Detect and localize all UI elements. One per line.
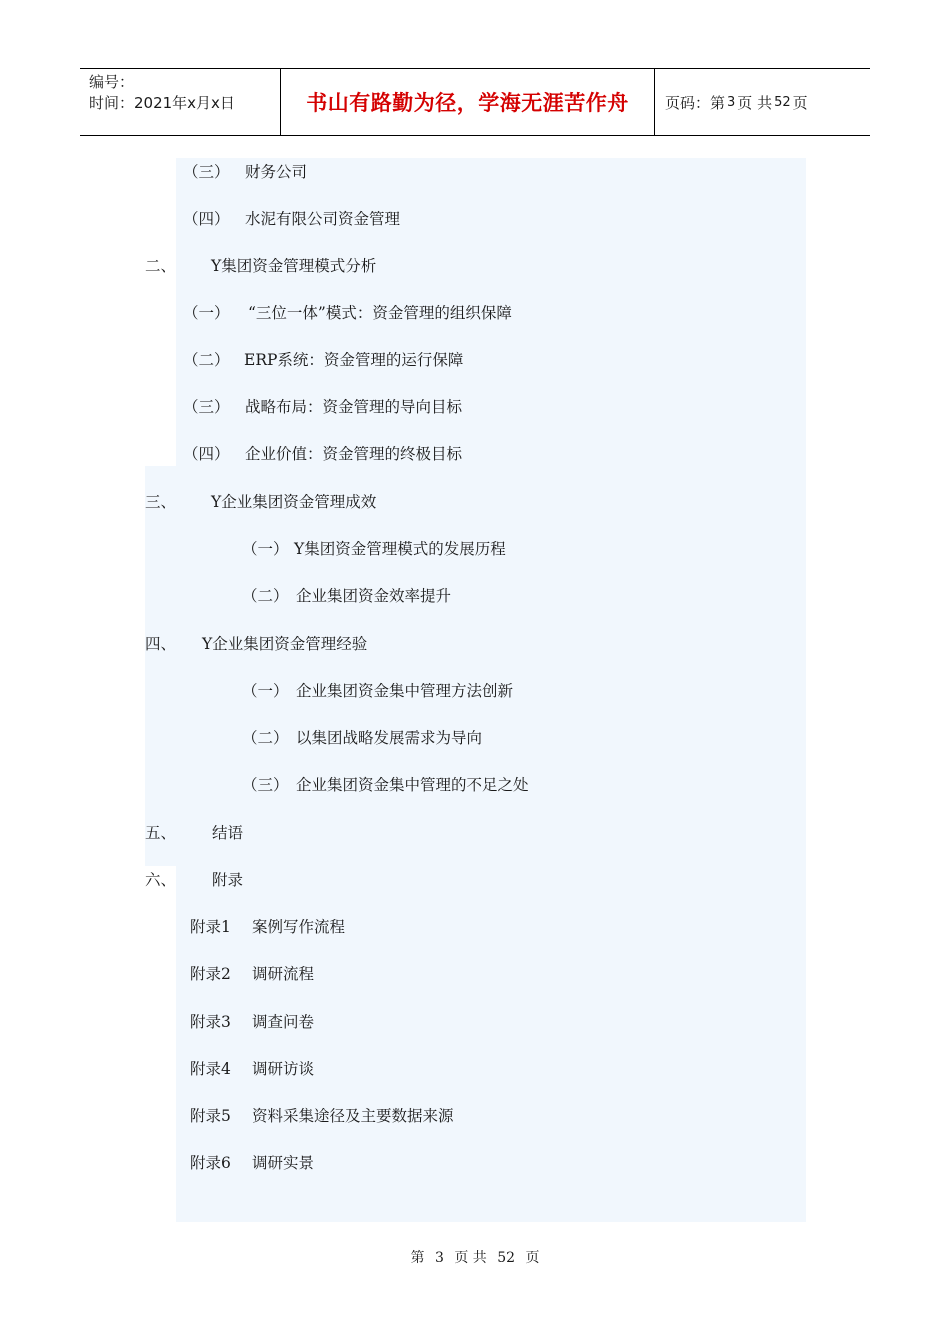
toc-entry [190, 1012, 314, 1032]
toc-entry-number: 附录1 [190, 918, 231, 936]
toc-entry-text: 调研访谈 [252, 1060, 315, 1078]
toc-entry-text: 调查问卷 [252, 1013, 315, 1031]
toc-entry-number: （一） [183, 304, 230, 322]
toc-entry-text: 以集团战略发展需求为导向 [296, 729, 483, 747]
toc-entry-text: Y企业集团资金管理经验 [202, 635, 368, 653]
toc-entry-text: 企业集团资金集中管理方法创新 [296, 682, 514, 700]
toc-entry-number: 附录5 [190, 1107, 231, 1125]
toc-entry-text: ERP系统：资金管理的运行保障 [244, 351, 464, 369]
toc-entry-text: 结语 [212, 824, 244, 842]
toc-entry-number: 附录4 [190, 1060, 231, 1078]
toc-entry-number: 附录2 [190, 965, 231, 983]
toc-entry [183, 209, 400, 229]
toc-entry [190, 1106, 454, 1126]
time-label: 时间：2021年x月x日 [89, 94, 235, 112]
header-meta [80, 69, 281, 135]
toc-entry-number: 二、 [145, 257, 177, 275]
toc-entry-number: （二） [183, 351, 230, 369]
toc-entry-number: 附录3 [190, 1013, 231, 1031]
toc-entry [242, 681, 513, 701]
toc-entry [145, 870, 243, 890]
page-current: 3 [727, 94, 736, 110]
page-suffix: 页 [792, 93, 808, 112]
toc-entry-text: 财务公司 [245, 163, 308, 181]
toc-entry [145, 256, 376, 276]
toc-entry-text: 附录 [212, 871, 244, 889]
footer-suffix: 页 [525, 1250, 540, 1266]
toc-entry-text: Y集团资金管理模式分析 [211, 257, 377, 275]
toc-entry-text: 调研流程 [252, 965, 315, 983]
footer-mid: 页 共 [454, 1250, 487, 1266]
toc-entry [190, 1059, 314, 1079]
header-page-info [655, 69, 870, 135]
toc-entry-text: 调研实景 [252, 1154, 315, 1172]
toc-entry [190, 964, 314, 984]
toc-entry-number: （四） [183, 210, 230, 228]
toc-entry [145, 492, 376, 512]
toc-entry-number: （一） [242, 682, 289, 700]
toc-entry [190, 917, 345, 937]
toc-entry-text: 企业价值：资金管理的终极目标 [245, 445, 463, 463]
toc-entry [183, 303, 512, 323]
toc-entry [145, 634, 367, 654]
toc-entry-number: 四、 [145, 635, 177, 653]
toc-entry [183, 350, 463, 370]
page-header [80, 68, 870, 136]
toc-entry [190, 1153, 314, 1173]
toc-entry-number: （四） [183, 445, 230, 463]
toc-entry-number: （三） [242, 776, 289, 794]
page-footer [0, 1247, 950, 1267]
toc-entry [242, 728, 482, 748]
toc-entry-text: “三位一体”模式：资金管理的组织保障 [248, 304, 512, 322]
footer-total: 52 [497, 1250, 516, 1266]
toc-entry-number: （三） [183, 163, 230, 181]
toc-entry [183, 444, 462, 464]
toc-entry-text: Y集团资金管理模式的发展历程 [294, 540, 506, 558]
toc-entry-text: 案例写作流程 [252, 918, 346, 936]
toc-entry-number: 附录6 [190, 1154, 231, 1172]
toc-entry-text: 战略布局：资金管理的导向目标 [245, 398, 463, 416]
toc-entry-number: 三、 [145, 493, 177, 511]
page-mid: 页 共 [737, 93, 773, 112]
toc-entry-text: 资料采集途径及主要数据来源 [252, 1107, 454, 1125]
toc-entry-number: （一） [242, 540, 289, 558]
toc-entry [242, 539, 506, 559]
toc-entry-text: 企业集团资金集中管理的不足之处 [296, 776, 529, 794]
toc-entry [145, 823, 243, 843]
footer-prefix: 第 [410, 1250, 425, 1266]
footer-current: 3 [434, 1250, 444, 1266]
toc-entry-text: Y企业集团资金管理成效 [211, 493, 377, 511]
toc-entry-number: 六、 [145, 871, 177, 889]
toc-entry-number: 五、 [145, 824, 177, 842]
toc-entry-number: （二） [242, 587, 289, 605]
toc-entry-number: （二） [242, 729, 289, 747]
toc-entry-text: 企业集团资金效率提升 [296, 587, 452, 605]
toc-entry-number: （三） [183, 398, 230, 416]
page-prefix: 页码：第 [665, 93, 726, 112]
page-total: 52 [774, 94, 791, 110]
toc-entry [183, 397, 462, 417]
toc-entry [242, 775, 529, 795]
toc-entry [242, 586, 451, 606]
toc-entry-text: 水泥有限公司资金管理 [245, 210, 401, 228]
toc-entry [183, 162, 307, 182]
header-motto: 书山有路勤为径，学海无涯苦作舟 [281, 69, 655, 135]
serial-label: 编号： [89, 73, 135, 91]
content-background-tab [145, 466, 185, 866]
